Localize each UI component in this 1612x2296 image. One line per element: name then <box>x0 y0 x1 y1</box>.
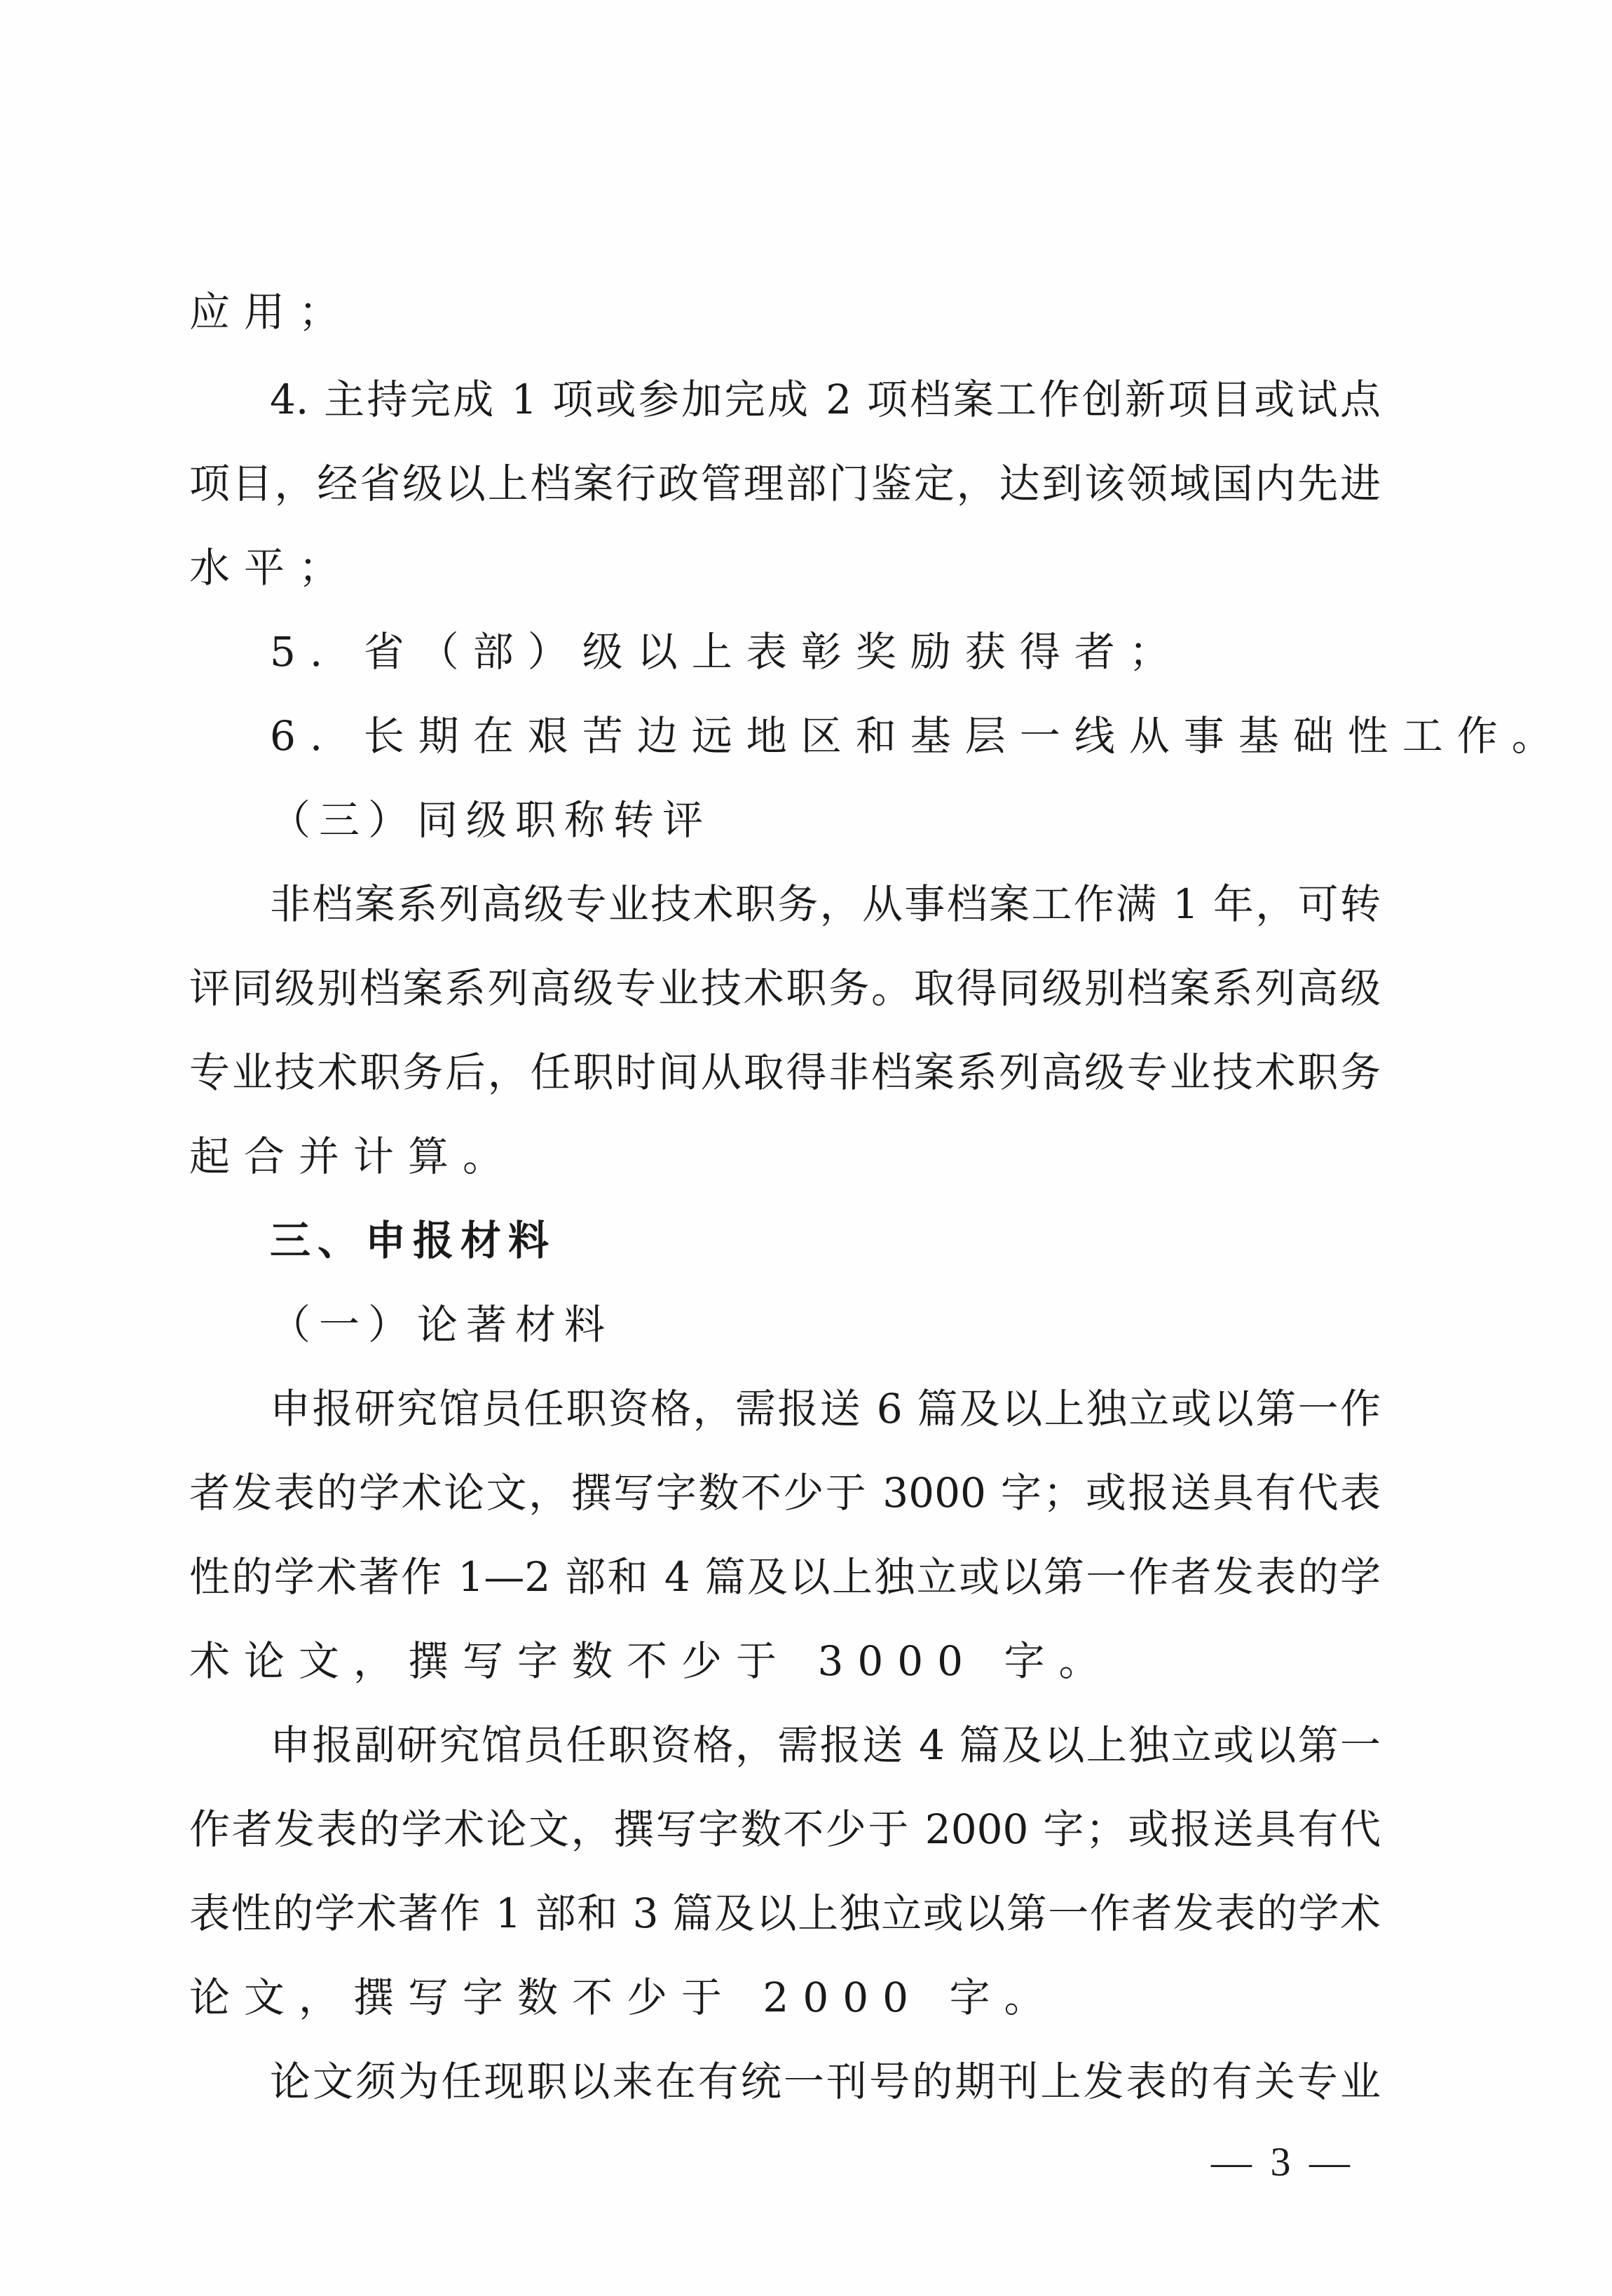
text-line: 应用； <box>189 288 354 336</box>
text-line: 论文须为任现职以来在有统一刊号的期刊上发表的有关专业 <box>270 2058 1381 2105</box>
text-line: 者发表的学术论文，撰写字数不少于 3000 字；或报送具有代表 <box>189 1469 1381 1517</box>
text-line: 起合并计算。 <box>189 1133 518 1180</box>
page-number: — 3 — <box>1211 2139 1354 2185</box>
text-line: 申报副研究馆员任职资格，需报送 4 篇及以上独立或以第一 <box>270 1721 1381 1769</box>
text-line: 论文，撰写字数不少于 2000 字。 <box>189 1974 1059 2021</box>
list-item-5: 5. 省（部）级以上表彰奖励获得者； <box>270 628 1184 676</box>
subheading-same-level-transfer: （三）同级职称转评 <box>270 796 712 844</box>
text-line: 表性的学术著作 1 部和 3 篇及以上独立或以第一作者发表的学术 <box>189 1890 1381 1937</box>
text-line: 术论文，撰写字数不少于 3000 字。 <box>189 1637 1114 1685</box>
text-line: 评同级别档案系列高级专业技术职务。取得同级别档案系列高级 <box>189 964 1381 1012</box>
subheading-publications: （一）论著材料 <box>270 1301 614 1348</box>
text-line: 作者发表的学术论文，撰写字数不少于 2000 字；或报送具有代 <box>189 1805 1381 1853</box>
list-item-6: 6. 长期在艰苦边远地区和基层一线从事基础性工作。 <box>270 712 1566 760</box>
text-line: 性的学术著作 1—2 部和 4 篇及以上独立或以第一作者发表的学 <box>189 1553 1381 1601</box>
text-line: 专业技术职务后，任职时间从取得非档案系列高级专业技术职务 <box>189 1048 1381 1096</box>
text-line: 非档案系列高级专业技术职务，从事档案工作满 1 年，可转 <box>270 880 1381 928</box>
text-line: 申报研究馆员任职资格，需报送 6 篇及以上独立或以第一作 <box>270 1385 1381 1433</box>
text-line: 项目，经省级以上档案行政管理部门鉴定，达到该领域国内先进 <box>189 460 1381 507</box>
section-heading-application-materials: 三、申报材料 <box>270 1217 556 1264</box>
list-item-4: 4. 主持完成 1 项或参加完成 2 项档案工作创新项目或试点 <box>270 376 1381 423</box>
text-line: 水平； <box>189 544 354 592</box>
